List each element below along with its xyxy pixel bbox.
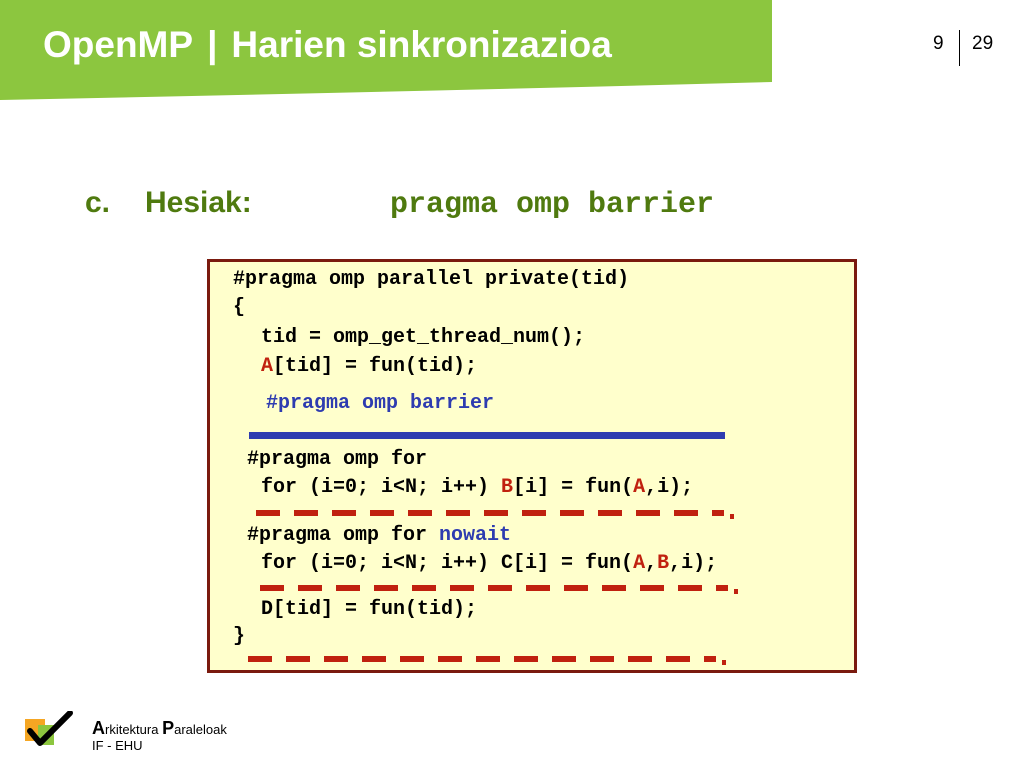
code-text: , (645, 552, 658, 575)
code-text: for (i=0; i<N; i++) C[i] = fun( (261, 552, 634, 575)
code-text: #pragma omp for (247, 524, 440, 547)
slide-title-main: OpenMP (43, 24, 194, 65)
page-total: 29 (972, 33, 994, 54)
final-barrier-line (246, 649, 730, 669)
section-pragma: pragma omp barrier (390, 188, 715, 222)
array-a: A (261, 355, 274, 378)
footer-institution: IF - EHU (92, 738, 143, 753)
code-line (261, 552, 717, 576)
array-a: A (633, 552, 646, 575)
footer-initial-a: A (92, 718, 105, 738)
implicit-barrier-line (254, 503, 738, 523)
section-heading (85, 186, 252, 220)
footer-org (92, 718, 227, 739)
code-line: { (233, 296, 246, 319)
code-text: ,i); (669, 552, 718, 575)
code-line: #pragma omp parallel private(tid) (233, 268, 630, 291)
checkmark-logo-icon (24, 711, 74, 751)
code-text: [tid] = fun(tid); (273, 355, 478, 378)
section-label: Hesiak: (145, 186, 252, 219)
slide-title-separator: | (207, 24, 218, 65)
title-bar-curve (0, 62, 772, 102)
code-text: for (i=0; i<N; i++) (261, 476, 502, 499)
array-b: B (501, 476, 514, 499)
footer-initial-p: P (162, 718, 175, 738)
code-line: D[tid] = fun(tid); (261, 598, 478, 621)
code-text: [i] = fun( (513, 476, 634, 499)
code-line: } (233, 625, 246, 648)
skipped-barrier-line (258, 578, 742, 598)
array-a: A (633, 476, 646, 499)
slide-title (43, 24, 612, 66)
code-line: tid = omp_get_thread_num(); (261, 326, 586, 349)
barrier-pragma-line: #pragma omp barrier (266, 392, 495, 415)
code-text: ,i); (645, 476, 694, 499)
code-line (261, 476, 693, 500)
code-line (261, 355, 477, 379)
nowait-keyword: nowait (439, 524, 512, 547)
footer-text: araleloak (174, 722, 227, 737)
footer-text: rkitektura (105, 722, 163, 737)
page-number-divider (959, 30, 960, 66)
page-current: 9 (933, 33, 944, 54)
slide-title-sub: Harien sinkronizazioa (231, 24, 612, 65)
barrier-line (249, 432, 725, 439)
code-line: #pragma omp for (247, 448, 428, 471)
code-line (247, 524, 511, 548)
section-letter: c. (85, 186, 111, 219)
array-b: B (657, 552, 670, 575)
